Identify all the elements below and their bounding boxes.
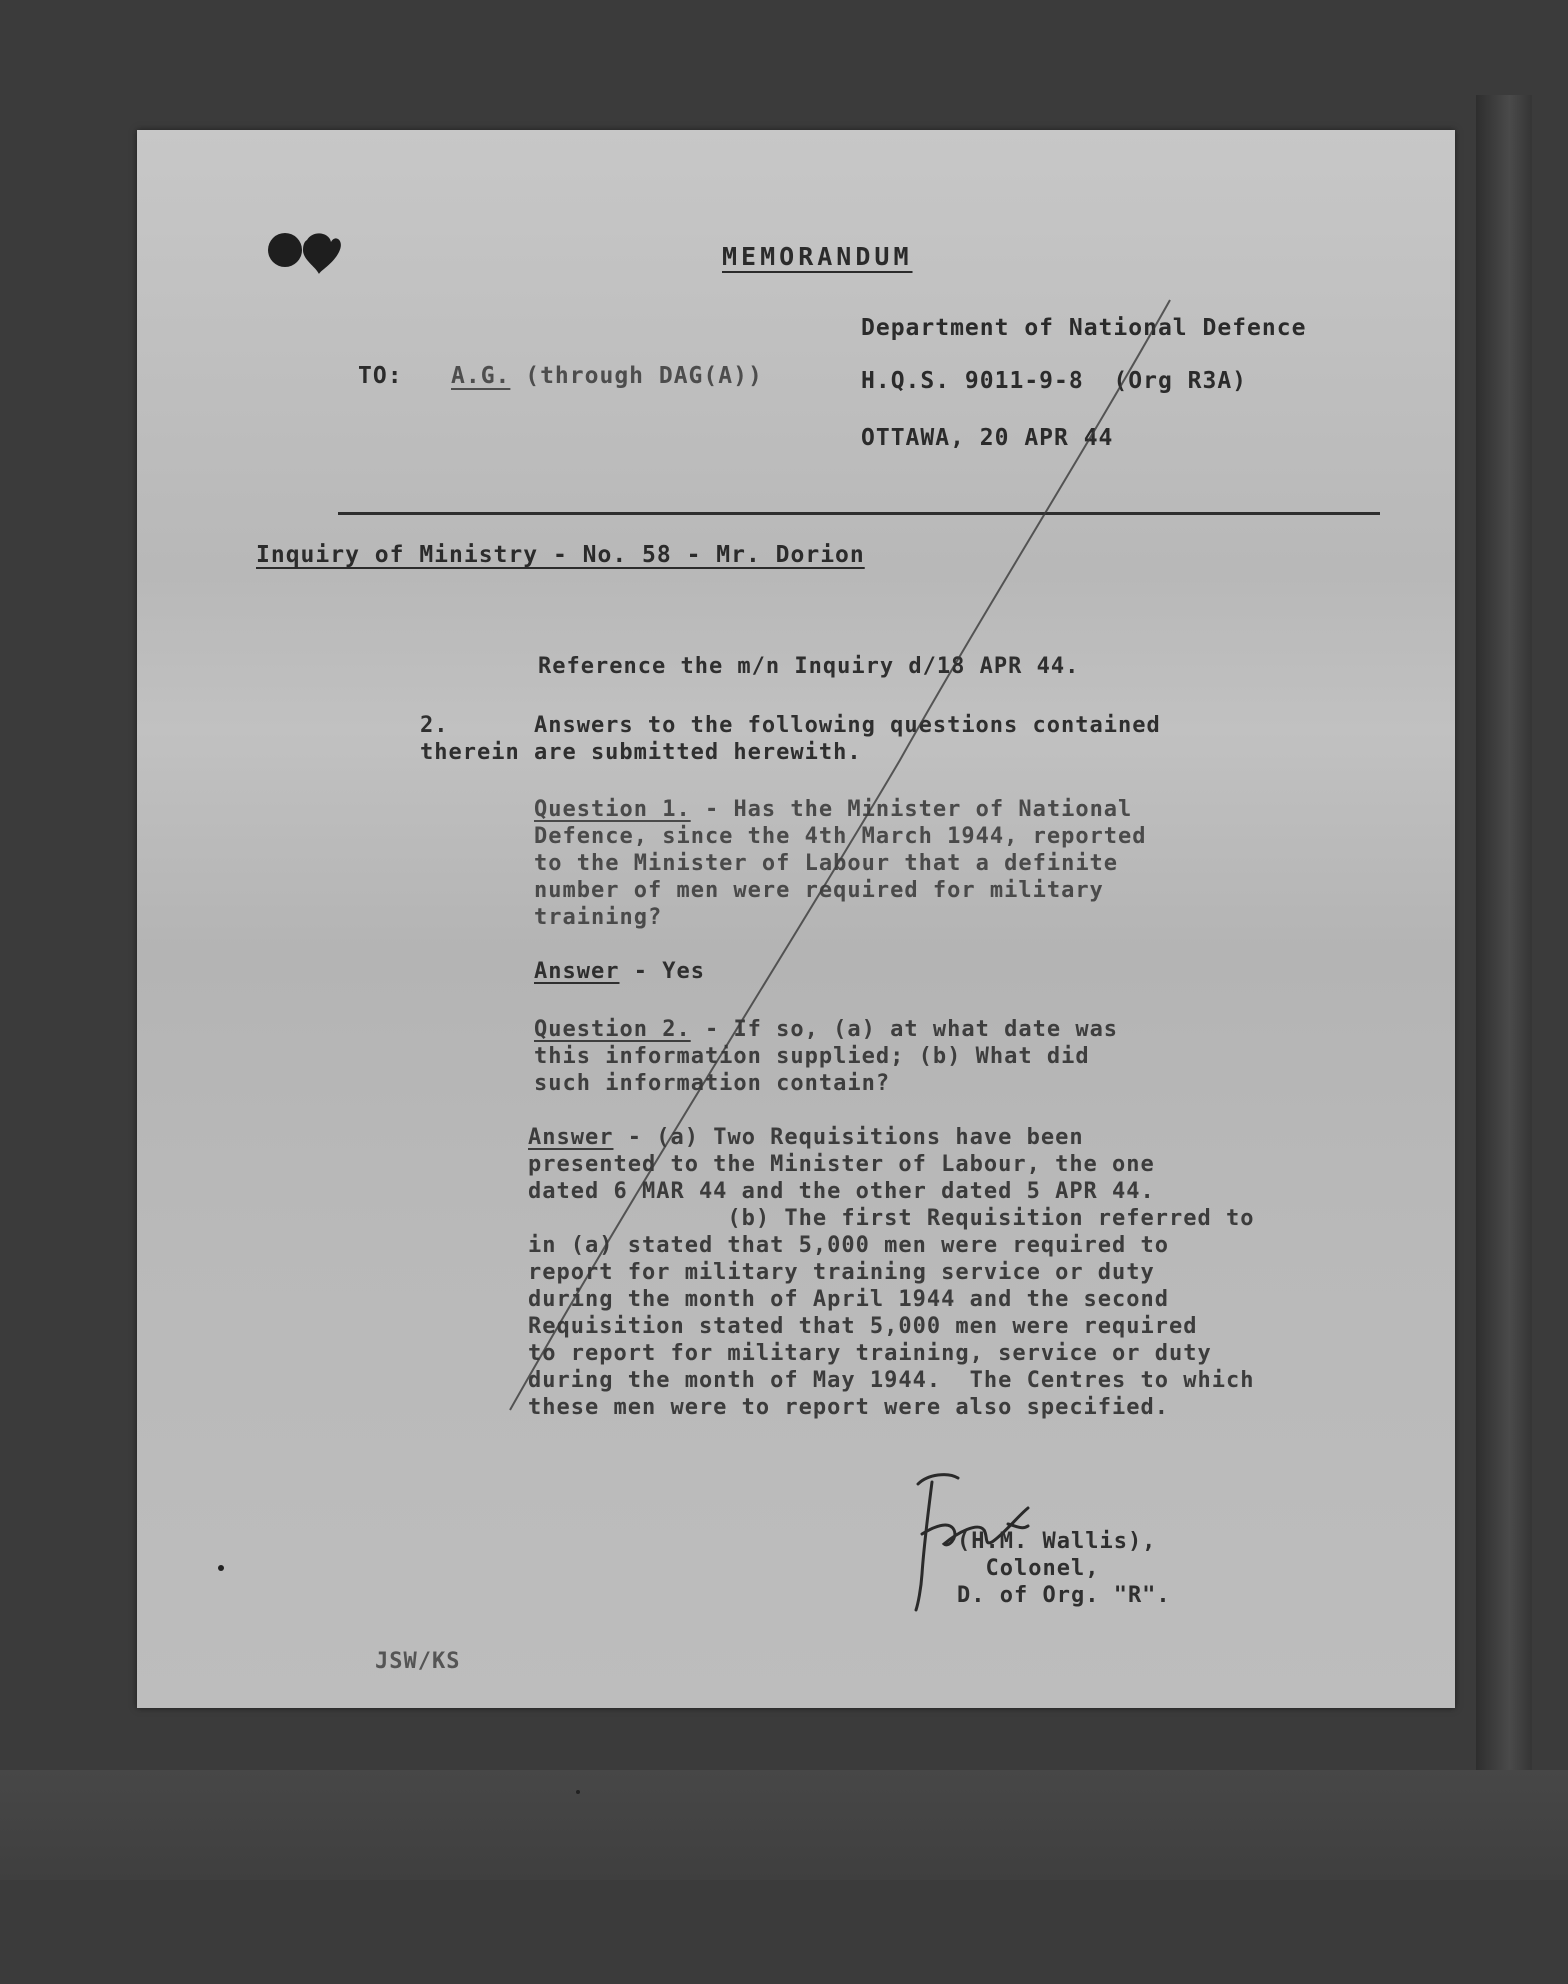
question-2-label: Question 2. bbox=[534, 1017, 691, 1042]
department-name: Department of National Defence bbox=[861, 315, 1307, 341]
question-1 bbox=[534, 796, 1147, 931]
question-1-text: - Has the Minister of National Defence, since the 4th March 1944, reported to the Minister of Labour that a definite number of men were required for military training? bbox=[534, 797, 1147, 930]
paragraph-2: 2. Answers to the following questions contained therein are submitted herewith. bbox=[420, 713, 1161, 765]
answer-2 bbox=[528, 1124, 1255, 1421]
recipient-ag: A.G. bbox=[451, 363, 511, 389]
question-1-label: Question 1. bbox=[534, 797, 691, 822]
answer-2-label: Answer bbox=[528, 1125, 614, 1150]
film-speck bbox=[218, 1565, 224, 1571]
answer-1 bbox=[534, 958, 705, 985]
typist-initials: JSW/KS bbox=[375, 1649, 461, 1674]
answer-2-text: - (a) Two Requisitions have been presented to the Minister of Labour, the one dated 6 MAR 44 and the other dated 5 APR 44. (b) The first Requisition referred to in (a) stated that 5,000 men were required to report for military training service or duty during the month of April 1944 and the second Requisition stated that 5,000 men were required to report for military training, service or duty during the month of May 1944. The Centres to which these men were to report were also specified. bbox=[528, 1125, 1255, 1420]
file-reference: H.Q.S. 9011-9-8 (Org R3A) bbox=[861, 368, 1248, 394]
memo-title: MEMORANDUM bbox=[722, 242, 913, 271]
signature-block: (H.M. Wallis), Colonel, D. of Org. "R". bbox=[957, 1529, 1171, 1608]
to-label: TO: bbox=[358, 363, 403, 389]
answer-1-text: - Yes bbox=[619, 959, 705, 984]
reference-line: Reference the m/n Inquiry d/18 APR 44. bbox=[538, 654, 1080, 679]
question-2-text: - If so, (a) at what date was this information supplied; (b) What did such information contain? bbox=[534, 1017, 1119, 1096]
film-speck bbox=[576, 1790, 580, 1794]
ink-stamp-icon bbox=[267, 230, 343, 274]
recipient-through: (through DAG(A)) bbox=[510, 363, 763, 389]
to-recipient bbox=[451, 365, 763, 388]
scan-band bbox=[0, 1770, 1568, 1880]
memo-subject: Inquiry of Ministry - No. 58 - Mr. Dorion bbox=[256, 542, 865, 568]
question-2 bbox=[534, 1016, 1118, 1097]
film-edge bbox=[1476, 95, 1532, 1875]
answer-1-label: Answer bbox=[534, 959, 620, 984]
header-divider bbox=[338, 512, 1380, 515]
place-date: OTTAWA, 20 APR 44 bbox=[861, 425, 1114, 451]
